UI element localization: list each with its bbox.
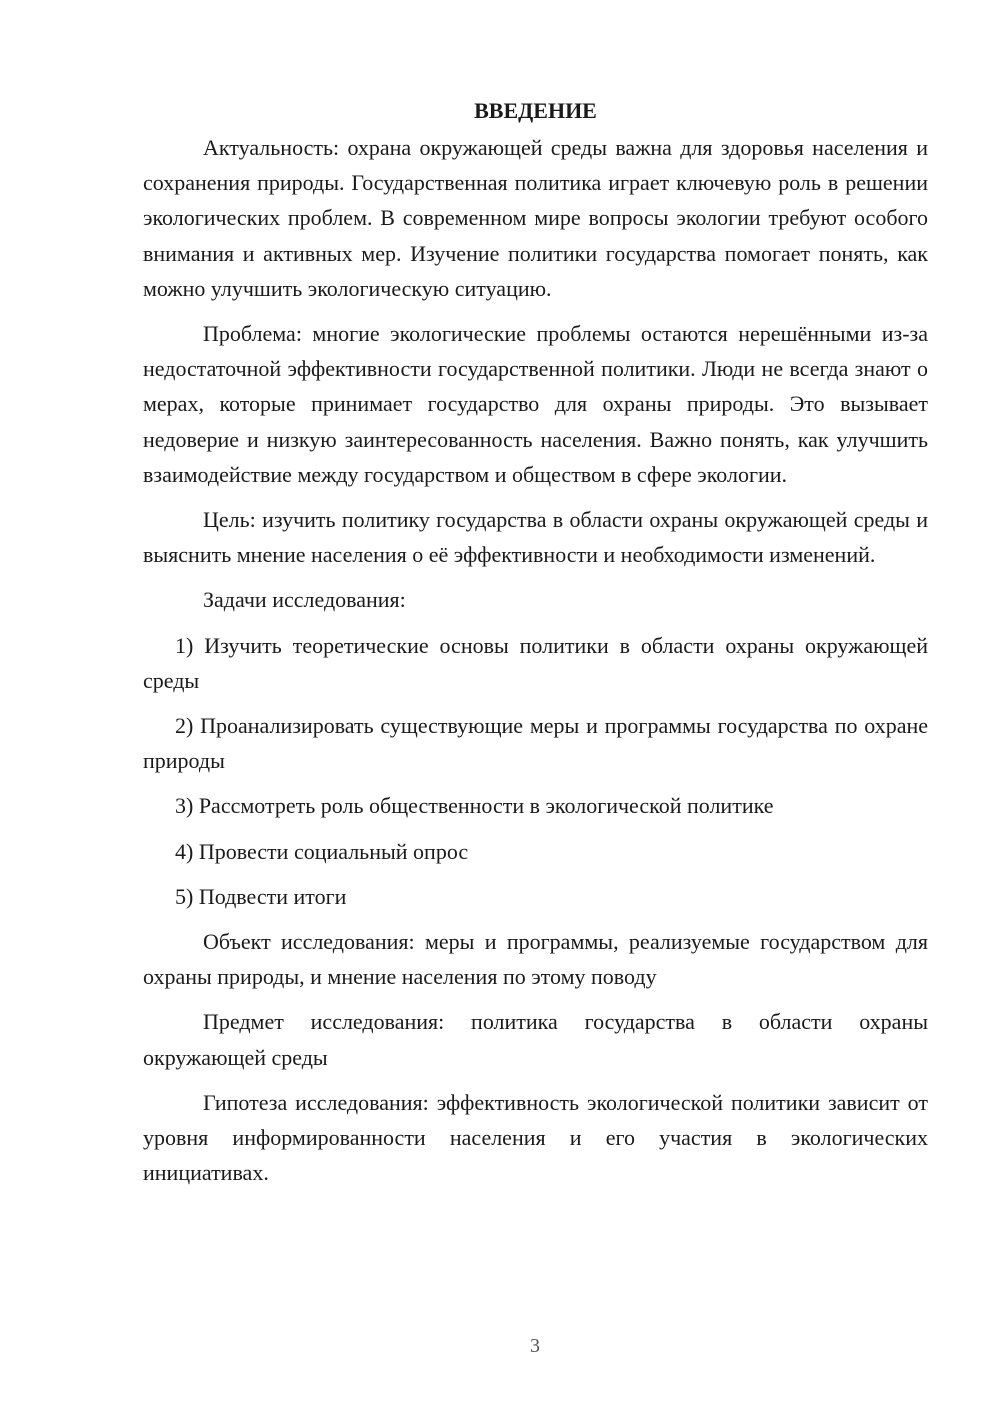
object-paragraph: Объект исследования: меры и программы, реализуемые государством для охраны природы, и мнение населения по этому поводу — [143, 929, 928, 990]
task-item-2: 2) Проанализировать существующие меры и программы государства по охране природы — [143, 713, 928, 774]
tasks-heading: Задачи исследования: — [203, 587, 406, 613]
task-item-1: 1) Изучить теоретические основы политики в области охраны окружающей среды — [143, 632, 928, 693]
problem-paragraph: Проблема: многие экологические проблемы остаются нерешёнными из-за недостаточной эффективности государственной политики. Люди не всегда знают о мерах, которые принимает государство для охраны природы. Это вызывает недоверие и низкую заинтересованность населения. Важно понять, как улучшить взаимодействие между государством и обществом в сфере экологии. — [143, 321, 928, 487]
relevance-paragraph: Актуальность: охрана окружающей среды важна для здоровья населения и сохранения природы. Государственная политика играет ключевую роль в решении экологических проблем. В современном мире вопросы экологии требуют особого внимания и активных мер. Изучение политики государства помогает понять, как можно улучшить экологическую ситуацию. — [143, 135, 928, 301]
task-item-4: 4) Провести социальный опрос — [175, 838, 469, 864]
goal-paragraph: Цель: изучить политику государства в области охраны окружающей среды и выяснить мнение населения о её эффективности и необходимости изменений. — [143, 507, 928, 568]
document-page — [143, 96, 928, 1200]
page-title: ВВЕДЕНИЕ — [474, 98, 597, 123]
task-item-5: 5) Подвести итоги — [175, 883, 347, 909]
page-number: 3 — [530, 1335, 540, 1357]
task-item-3: 3) Рассмотреть роль общественности в экологической политике — [175, 793, 774, 819]
subject-paragraph: Предмет исследования: политика государства в области охраны окружающей среды — [143, 1009, 928, 1070]
hypothesis-paragraph: Гипотеза исследования: эффективность экологической политики зависит от уровня информированности населения и его участия в экологических инициативах. — [143, 1089, 928, 1186]
